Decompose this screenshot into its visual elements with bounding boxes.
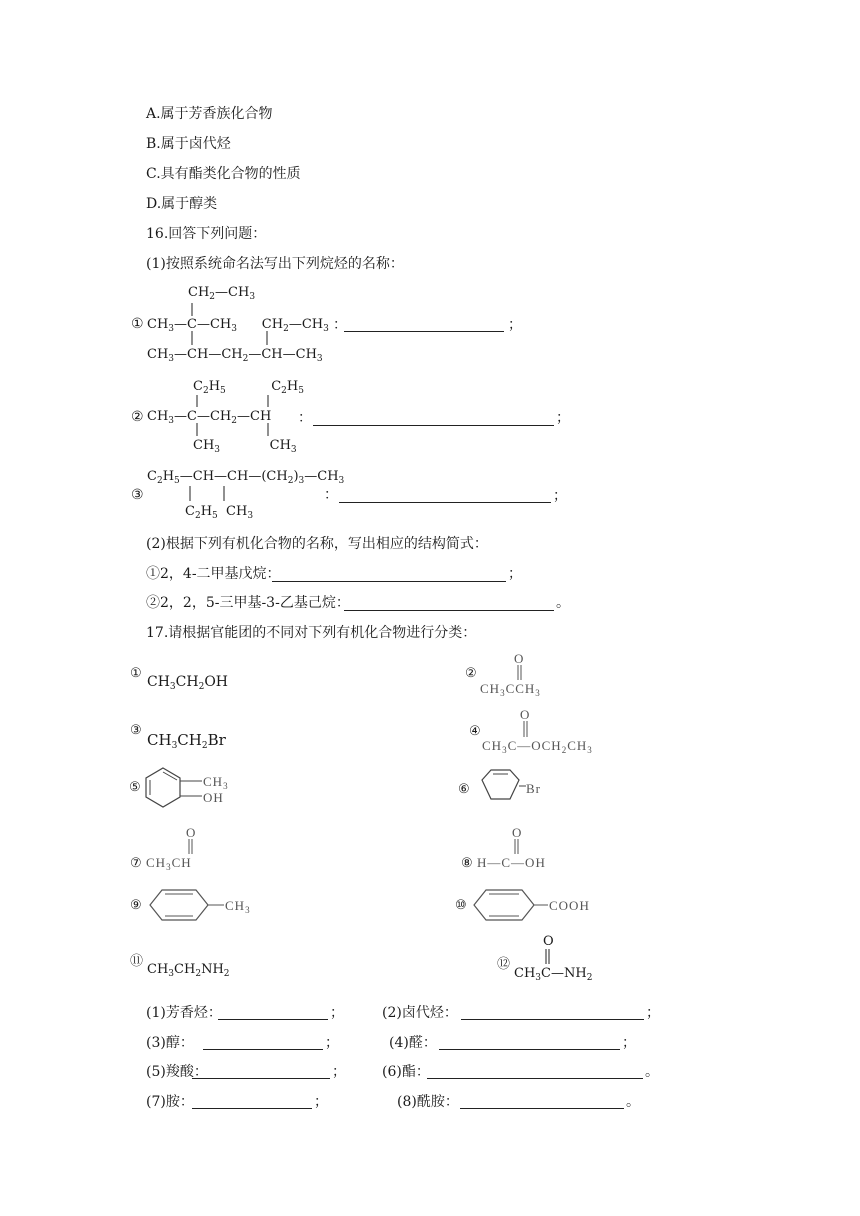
compound-12-oxygen: O [543,934,554,949]
semicolon-1: ； [330,1005,344,1021]
answer-label-6: (6)酯： [382,1064,430,1080]
semicolon-7: ； [314,1094,328,1110]
compound-7-marker: ⑦ [130,856,142,871]
compound-8: H—C—OH [477,855,546,870]
q16-part2: (2)根据下列有机化合物的名称，写出相应的结构简式： [146,536,488,552]
answer-label-3: (3)醇： [146,1035,194,1051]
compound-12: $CH_3C—NH_2$ [514,966,593,983]
answer-blank-aldehyde[interactable] [439,1049,620,1050]
compound-8-marker: ⑧ [461,856,473,871]
compound-11: $CH_3CH_2NH_2$ [147,962,230,979]
structure-3-semicolon: ； [553,488,567,504]
compound-7-oxygen: O [186,825,197,840]
compound-5-marker: ⑤ [129,780,141,795]
answer-blank-amine[interactable] [192,1108,312,1109]
compound-4: $CH_3C—OCH_2CH_3$ [482,738,593,755]
compound-3-marker: ③ [130,723,142,738]
compound-2: $CH_3CCH_3$ [480,681,541,698]
option-c: C.具有酯类化合物的性质 [146,166,301,182]
answer-label-5: (5)羧酸： [146,1064,208,1080]
answer-label-8: (8)酰胺： [397,1094,459,1110]
semicolon-2: ； [646,1005,660,1021]
q16-part1: (1)按照系统命名法写出下列烷烃的名称： [146,256,404,272]
structure-2-marker: ② [131,409,144,425]
semicolon-5: ； [332,1064,346,1080]
answer-label-7: (7)胺： [146,1094,194,1110]
compound-6-bromine: Br [526,781,541,796]
option-d: D.属于醇类 [146,196,218,212]
option-b: B.属于卤代烃 [146,136,231,152]
structure-2-top: $C_2H_5$ $C_2H_5$ [193,379,304,396]
semicolon-3: ； [325,1035,339,1051]
option-a: A.属于芳香族化合物 [146,106,273,122]
answer-blank-amide[interactable] [460,1108,624,1109]
structure-1-colon: ： [333,317,347,333]
structure-3-colon: ： [324,487,338,503]
answer-blank-haloalkane[interactable] [461,1019,644,1020]
compound-12-marker: ⑫ [497,957,511,972]
compound-7: $CH_3CH$ [146,855,192,872]
answer-blank-carboxylic-acid[interactable] [192,1078,330,1079]
compound-6-marker: ⑥ [458,782,470,797]
structure-1-top: $CH_2—CH_3$ [188,285,256,302]
structure-3-top: $C_2H_5—CH—CH—(CH_2)_3—CH_3$ [147,469,345,486]
structure-3-marker: ③ [131,487,144,503]
compound-4-oxygen: O [520,707,531,722]
q16-name2: ②2，2，5-三甲基-3-乙基己烷： [146,595,350,611]
structure-1-semicolon: ； [508,317,522,333]
answer-label-1: (1)芳香烃： [146,1005,222,1021]
compound-2-oxygen: O [514,651,525,666]
compound-4-marker: ④ [469,724,481,739]
answer-label-2: (2)卤代烃： [382,1005,458,1021]
answer-blank-alcohol[interactable] [203,1049,323,1050]
compound-8-oxygen: O [512,825,523,840]
compound-9-methyl: $CH_3$ [225,898,251,915]
structure-2-semicolon: ； [556,410,570,426]
compound-1: $CH_3CH_2OH$ [147,674,228,692]
structure-1-marker: ① [131,316,144,332]
answer-blank-aromatic[interactable] [218,1019,328,1020]
structure-2-colon: ： [298,410,312,426]
compound-11-marker: ⑪ [130,954,144,969]
compound-9-marker: ⑨ [130,898,142,913]
structure-2-mid: $CH_3—C—CH_2—CH$ [147,409,272,426]
compound-3: $CH_3CH_2Br$ [147,731,226,751]
compound-10-marker: ⑩ [455,898,467,913]
structure-3-bottom: $C_2H_5$ $CH_3$ [185,504,254,521]
period-6: 。 [645,1064,659,1080]
answer-label-4: (4)醛： [389,1035,437,1051]
answer-blank-ester[interactable] [427,1078,643,1079]
compound-5-hydroxyl: OH [203,790,224,805]
compound-5-methyl: $CH_3$ [203,774,229,791]
name1-semicolon: ； [508,566,522,582]
semicolon-4: ； [622,1035,636,1051]
compound-2-marker: ② [465,666,477,681]
structure-2-bottom: $CH_3$ $CH_3$ [193,438,297,455]
compound-10-carboxyl: COOH [549,898,590,913]
q16-name1: ①2，4-二甲基戊烷： [146,566,281,582]
compound-1-marker: ① [130,666,142,681]
structure-1-mid: $CH_3—C—CH_3$ $CH_2—CH_3$ [147,317,329,334]
q16-title: 16.回答下列问题： [146,226,267,242]
q17-title: 17.请根据官能团的不同对下列有机化合物进行分类： [146,625,477,641]
name2-period: 。 [556,595,570,611]
period-8: 。 [626,1094,640,1110]
structure-1-bottom: $CH_3—CH—CH_2—CH—CH_3$ [147,347,323,364]
